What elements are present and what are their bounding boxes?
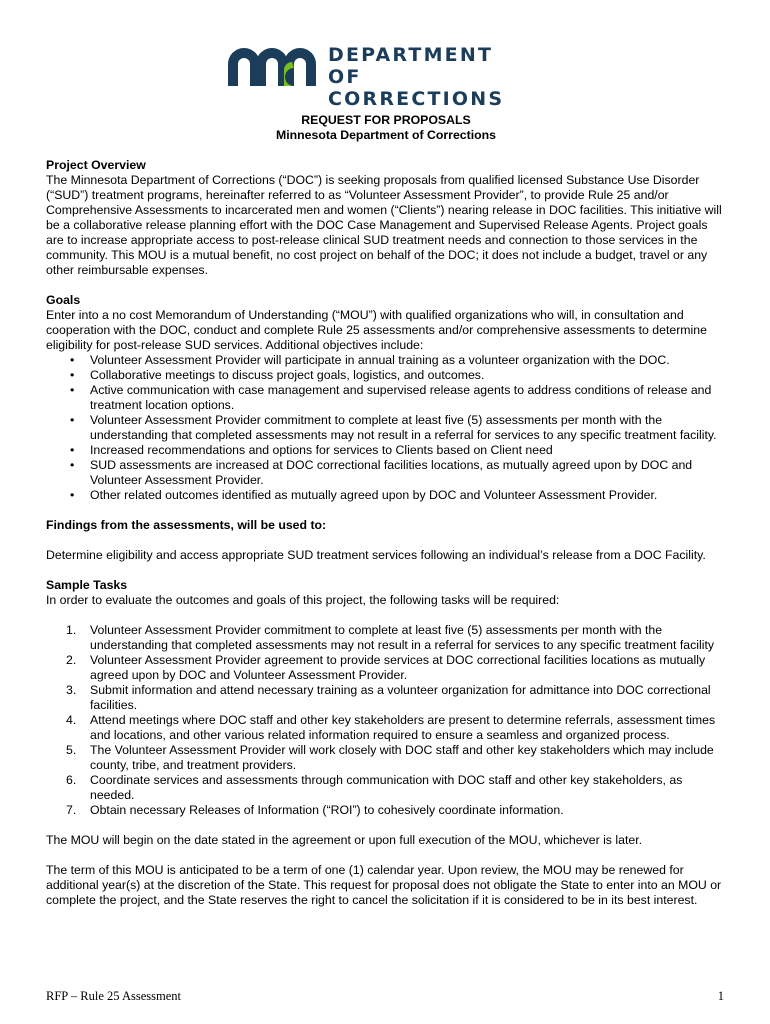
- sample-tasks-intro: In order to evaluate the outcomes and goals of this project, the following tasks will be required:: [46, 593, 560, 607]
- footer-title: RFP – Rule 25 Assessment: [46, 989, 181, 1003]
- doc-title: REQUEST FOR PROPOSALS: [301, 113, 471, 127]
- task-item: 1. Volunteer Assessment Provider commitment to complete at least five (5) assessments per month with the understanding that completed assessments may not result in a referral for services to any specific treatment facility: [66, 623, 715, 652]
- findings-body: Determine eligibility and access appropriate SUD treatment services following an individual’s release from a DOC Facility.: [46, 548, 706, 562]
- mou-term-text: The term of this MOU is anticipated to be a term of one (1) calendar year. Upon review, the MOU may be renewed for additional year(s) at the discretion of the State. This request for proposal does not obligate the State to enter into an MOU or complete the project, and the State reserves the right to cancel the solicitation if it is considered to be in its best interest.: [46, 863, 722, 907]
- doc-subtitle: Minnesota Department of Corrections: [275, 128, 496, 142]
- goal-bullet: • Increased recommendations and options for services to Clients based on Client need: [90, 443, 726, 458]
- mn-logo-icon: [226, 44, 322, 88]
- goals-list: [46, 353, 726, 503]
- findings-heading: Findings from the assessments, will be used to:: [46, 518, 327, 532]
- task-item: 3. Submit information and attend necessary training as a volunteer organization for admittance into DOC correctional facilities.: [66, 683, 711, 712]
- goal-bullet: • SUD assessments are increased at DOC correctional facilities locations, as mutually agreed upon by DOC and Volunteer Assessment Provider.: [90, 458, 726, 488]
- task-item: 2. Volunteer Assessment Provider agreement to provide services at DOC correctional facilities locations as mutually agreed upon by DOC and Volunteer Assessment Provider.: [66, 653, 706, 682]
- task-item: 5. The Volunteer Assessment Provider will work closely with DOC staff and other key stakeholders which may include county, tribe, and treatment providers.: [66, 743, 714, 772]
- goals-intro: Enter into a no cost Memorandum of Understanding (“MOU”) with qualified organizations who will, in consultation and cooperation with the DOC, conduct and complete Rule 25 assessments and/or comprehensive assessments to determine eligibility for post-release SUD services. Additional objectives include:: [46, 308, 707, 352]
- goal-bullet: • Collaborative meetings to discuss project goals, logistics, and outcomes.: [90, 368, 726, 383]
- goal-bullet: • Volunteer Assessment Provider will participate in annual training as a volunteer organization with the DOC.: [90, 353, 726, 368]
- goal-bullet: • Other related outcomes identified as mutually agreed upon by DOC and Volunteer Assessment Provider.: [90, 488, 726, 503]
- task-item: 7. Obtain necessary Releases of Information (“ROI”) to cohesively coordinate information.: [66, 803, 564, 817]
- goals-heading: Goals: [46, 293, 81, 307]
- project-overview-body: The Minnesota Department of Corrections (“DOC”) is seeking proposals from qualified licensed Substance Use Disorder (“SUD”) treatment programs, hereinafter referred to as “Volunteer Assessment Provider”, to provide Rule 25 and/or Comprehensive Assessments to incarcerated men and women (“Clients”) nearing release in DOC facilities. This initiative will be a collaborative release planning effort with the DOC Case Management and Supervised Release Agents. Project goals are to increase appropriate access to post-release clinical SUD treatment needs and connection to those services in the community. This MOU is a mutual benefit, no cost project on behalf of the DOC; it does not include a budget, travel or any other reimbursable expenses.: [46, 173, 722, 277]
- doc-logo: [226, 44, 546, 110]
- task-item: 6. Coordinate services and assessments through communication with DOC staff and other key stakeholders, as needed.: [66, 773, 683, 802]
- logo-line-2: OF CORRECTIONS: [328, 66, 505, 110]
- page-footer: [46, 989, 724, 1004]
- page-number: 1: [717, 989, 724, 1003]
- document-body: [46, 113, 726, 908]
- goal-bullet: • Volunteer Assessment Provider commitment to complete at least five (5) assessments per month with the understanding that completed assessments may not result in a referral for services to any specific treatment facility.: [90, 413, 726, 443]
- sample-tasks-heading: Sample Tasks: [46, 578, 128, 592]
- project-overview-heading: Project Overview: [46, 158, 146, 172]
- sample-tasks-list: [46, 623, 726, 818]
- logo-line-1: DEPARTMENT: [328, 44, 494, 66]
- goal-bullet: • Active communication with case management and supervised release agents to address conditions of release and treatment location options.: [90, 383, 726, 413]
- task-item: 4. Attend meetings where DOC staff and other key stakeholders are present to determine referrals, assessment times and locations, and other various related information required to ensure a seamless and organized process.: [66, 713, 716, 742]
- mou-begin-text: The MOU will begin on the date stated in the agreement or upon full execution of the MOU, whichever is later.: [46, 833, 643, 847]
